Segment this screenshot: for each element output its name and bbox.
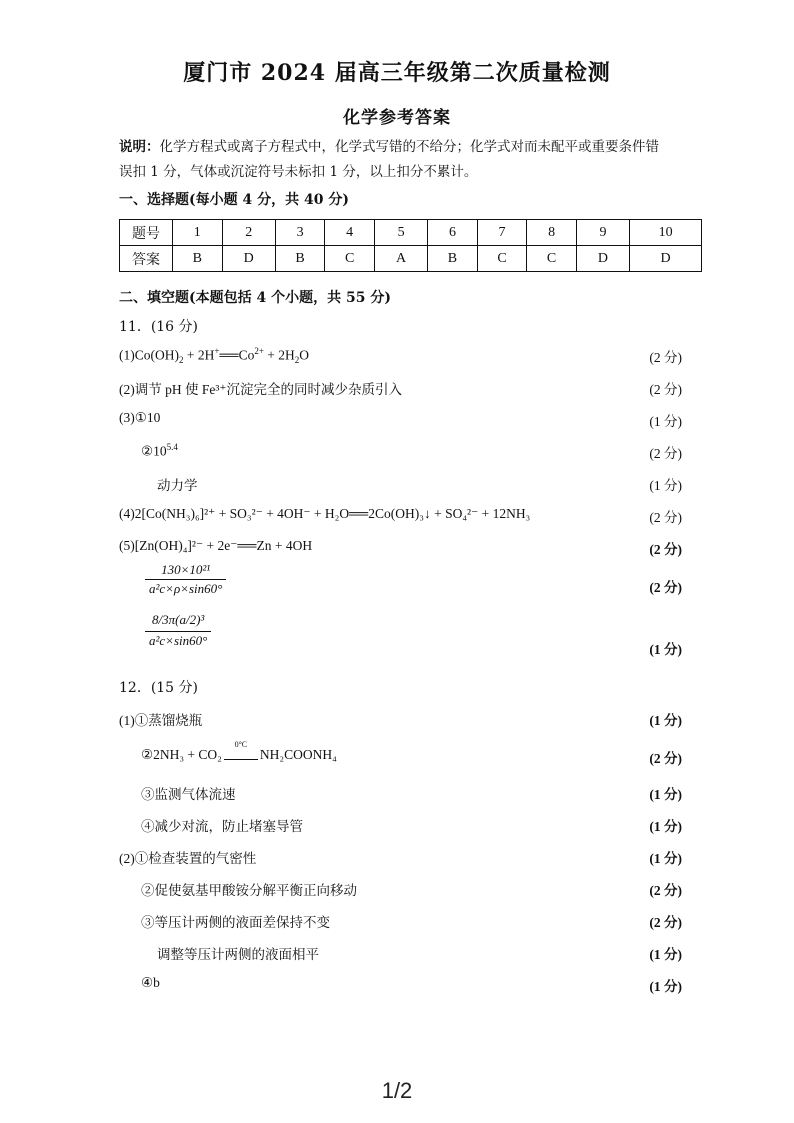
note-line-2: 误扣 1 分，气体或沉淀符号未标扣 1 分，以上扣分不累计。	[119, 164, 478, 180]
table-cell: 9	[576, 220, 629, 246]
score: (2 分)	[649, 751, 682, 766]
score: (1 分)	[649, 979, 682, 994]
score: (1 分)	[649, 414, 682, 429]
answer-text: NH₂COONH₄	[259, 747, 337, 762]
table-cell: 8	[527, 220, 577, 246]
score: (2 分)	[649, 446, 682, 461]
table-cell: 6	[428, 220, 478, 246]
grading-note	[119, 135, 699, 185]
score: (1 分)	[649, 819, 682, 834]
score: (1 分)	[649, 947, 682, 962]
table-cell: 10	[630, 220, 702, 246]
page-subtitle: 化学参考答案	[343, 108, 451, 128]
note-label: 说明：	[119, 139, 160, 155]
q11-r1-part: (1)Co(OH)	[119, 347, 179, 363]
table-row-answers	[120, 246, 702, 272]
score: (2 分)	[649, 915, 682, 930]
answer-text: ④b	[141, 975, 160, 990]
fraction-denominator: a²c×ρ×sin60°	[149, 581, 223, 596]
table-cell: C	[325, 246, 375, 272]
score: (1 分)	[649, 478, 682, 493]
answer-text: (3)①10	[119, 410, 161, 425]
table-row-numbers	[120, 220, 702, 246]
q12-heading: 12．(15 分)	[119, 680, 199, 696]
table-cell: 5	[374, 220, 427, 246]
table-cell: 3	[275, 220, 325, 246]
answer-text: ③监测气体流速	[141, 787, 236, 802]
fraction-denominator: a²c×sin60°	[149, 633, 208, 648]
score: (2 分)	[649, 510, 682, 525]
answer-text: 动力学	[157, 478, 198, 493]
q11-heading: 11．(16 分)	[119, 319, 199, 335]
fraction-numerator: 8/3π(a/2)³	[145, 612, 211, 632]
q11-r1-part: + 2H	[186, 347, 215, 363]
table-cell: 1	[173, 220, 223, 246]
table-cell: D	[630, 246, 702, 272]
answer-text: (2)①检查装置的气密性	[119, 851, 257, 866]
score: (2 分)	[649, 883, 682, 898]
reaction-condition: 0°C	[234, 740, 248, 749]
score: (1 分)	[649, 642, 682, 657]
score: (2 分)	[649, 382, 682, 397]
table-cell: 7	[477, 220, 527, 246]
score: (1 分)	[649, 851, 682, 866]
answer-text: ②10	[141, 443, 167, 459]
answer-text: ④减少对流，防止堵塞导管	[141, 819, 303, 834]
page-title: 厦门市 2024 届高三年级第二次质量检测	[183, 60, 611, 86]
table-answer-label: 答案	[120, 246, 173, 272]
table-cell: A	[374, 246, 427, 272]
answer-text: (1)①蒸馏烧瓶	[119, 713, 203, 728]
formula-fraction-1	[145, 562, 226, 597]
table-header-label: 题号	[120, 220, 173, 246]
exponent: 5.4	[166, 442, 178, 452]
answer-text: ②2NH₃ + CO₂	[141, 747, 222, 762]
score: (1 分)	[649, 713, 682, 728]
answer-text: (5)[Zn(OH)₄]²⁻ + 2e⁻══Zn + 4OH	[119, 538, 313, 553]
answer-text: ③等压计两侧的液面差保持不变	[141, 915, 330, 930]
answer-text: ②促使氨基甲酸铵分解平衡正向移动	[141, 883, 357, 898]
score: (2 分)	[649, 350, 682, 365]
section-1-heading: 一、选择题(每小题 4 分，共 40 分)	[119, 192, 349, 208]
page-number: 1/2	[381, 1078, 413, 1103]
table-cell: B	[173, 246, 223, 272]
reaction-arrow	[224, 740, 258, 760]
formula-fraction-2	[145, 612, 211, 649]
table-cell: D	[222, 246, 275, 272]
section-2-heading: 二、填空题(本题包括 4 个小题，共 55 分)	[119, 290, 391, 306]
score: (2 分)	[649, 580, 682, 595]
table-cell: B	[428, 246, 478, 272]
table-cell: 2	[222, 220, 275, 246]
q11-r1-part: O	[299, 347, 310, 363]
table-cell: B	[275, 246, 325, 272]
note-line-1: 化学方程式或离子方程式中，化学式写错的不给分；化学式对而未配平或重要条件错	[159, 139, 659, 155]
table-cell: C	[477, 246, 527, 272]
q11-r1-part: ══Co	[219, 347, 255, 363]
answer-text: 调整等压计两侧的液面相平	[157, 947, 319, 962]
answer-text: (2)调节 pH 使 Fe³⁺沉淀完全的同时减少杂质引入	[119, 382, 403, 397]
table-cell: D	[576, 246, 629, 272]
score: (2 分)	[649, 542, 682, 557]
table-cell: 4	[325, 220, 375, 246]
fraction-numerator: 130×10²¹	[145, 562, 226, 580]
q11-r1-part: + 2H	[267, 347, 295, 363]
table-cell: C	[527, 246, 577, 272]
answer-text: (4)2[Co(NH₃)₆]²⁺ + SO₃²⁻ + 4OH⁻ + H₂O══2Co(OH)₃↓ + SO₄²⁻ + 12NH₃	[119, 506, 531, 521]
score: (1 分)	[649, 787, 682, 802]
choice-answer-table	[119, 219, 702, 272]
